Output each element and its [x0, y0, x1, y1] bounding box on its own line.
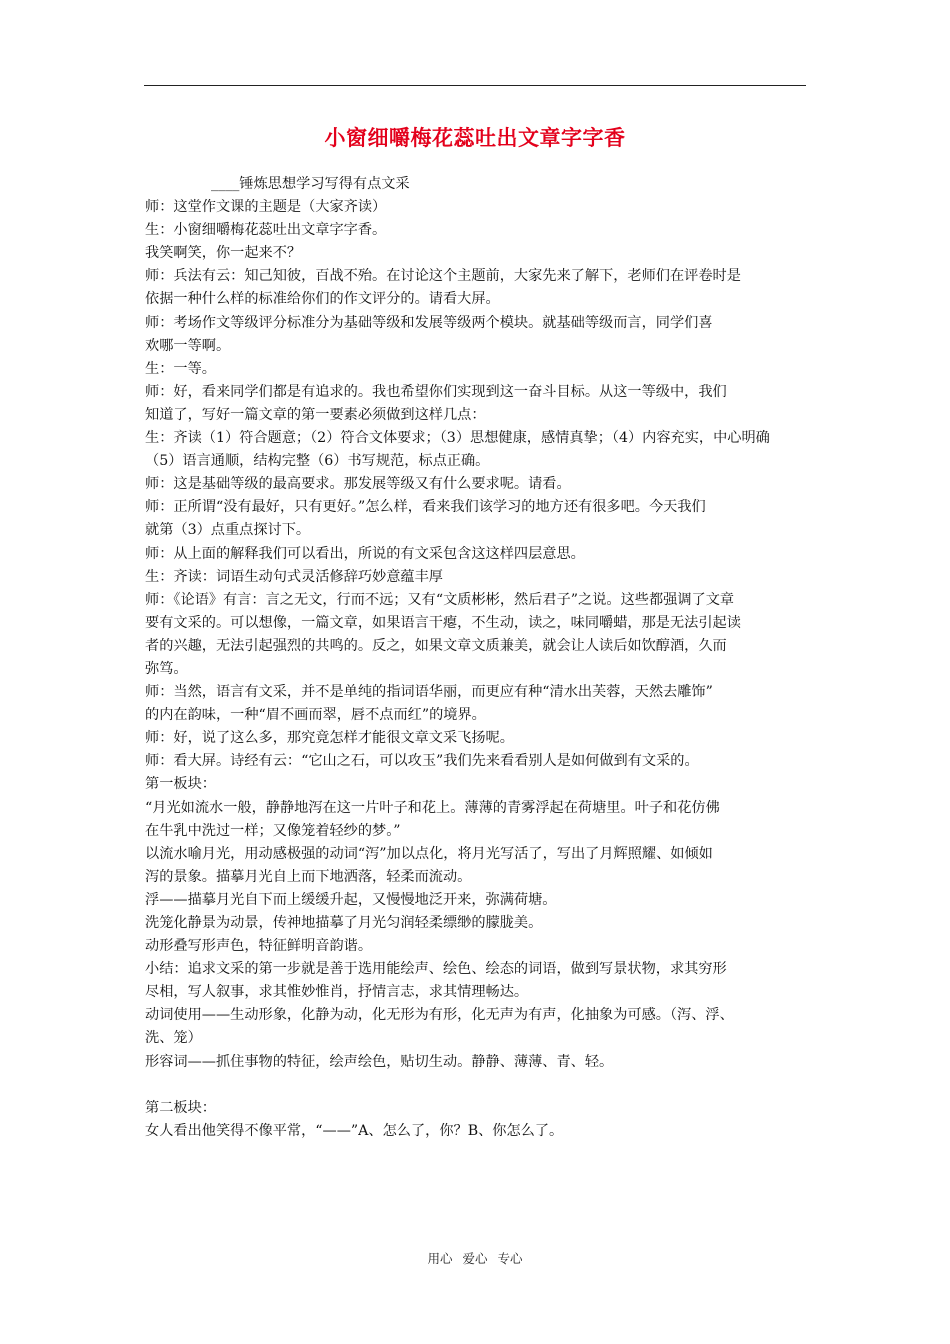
text-line: 动形叠写形声色，特征鲜明音韵谐。 — [145, 938, 373, 955]
text-line: 在牛乳中洗过一样；又像笼着轻纱的梦。” — [145, 822, 401, 839]
text-line: “月光如流水一般，静静地泻在这一片叶子和花上。薄薄的青雾浮起在荷塘里。叶子和花仿佛 — [145, 799, 720, 816]
text-line: 第二板块： — [145, 1099, 216, 1116]
text-line: 尽相，写人叙事，求其惟妙惟肖，抒情言志，求其情理畅达。 — [145, 984, 529, 1001]
text-line: 师：考场作文等级评分标准分为基础等级和发展等级两个模块。就基础等级而言，同学们喜 — [145, 314, 713, 331]
text-line: 者的兴趣，无法引起强烈的共鸣的。反之，如果文章文质兼美，就会让人读后如饮醇酒，久而 — [145, 637, 727, 654]
text-line: 师：好，说了这么多，那究竟怎样才能很文章文采飞扬呢。 — [145, 730, 514, 747]
text-line: 小结：追求文采的第一步就是善于选用能绘声、绘色、绘态的词语，做到写景状物，求其穷形 — [145, 961, 727, 978]
text-line: 师：这是基础等级的最高要求。那发展等级又有什么要求呢。请看。 — [145, 476, 571, 493]
document-title: 小窗细嚼梅花蕊吐出文章字字香 — [324, 125, 626, 150]
document-subtitle: ____锤炼思想学习写得有点文采 — [211, 176, 410, 192]
text-line: 生：小窗细嚼梅花蕊吐出文章字字香。 — [145, 222, 387, 239]
text-line: 第一板块： — [145, 776, 216, 793]
header-rule — [144, 85, 806, 86]
text-line: 洗笼化静景为动景，传神地描摹了月光匀润轻柔缥缈的朦胧美。 — [145, 915, 543, 931]
text-line — [145, 1074, 807, 1097]
text-line: 浮——描摹月光自下而上缓缓升起，又慢慢地泛开来，弥满荷塘。 — [145, 891, 557, 908]
text-line: 我笑啊笑，你一起来不？ — [145, 245, 302, 262]
text-line: 女人看出他笑得不像平常，“——”A、怎么了，你？B、你怎么了。 — [145, 1122, 564, 1139]
text-line: 的内在韵味，一种“眉不画而翠，唇不点而红”的境界。 — [145, 707, 486, 724]
text-line: 师：这堂作文课的主题是（大家齐读） — [145, 199, 387, 216]
text-line: （5）语言通顺，结构完整（6）书写规范，标点正确。 — [145, 453, 490, 470]
document-body — [145, 173, 807, 1143]
text-line: 洗、笼） — [145, 1030, 202, 1047]
text-line: 弥笃。 — [145, 660, 188, 677]
text-line: 师：从上面的解释我们可以看出，所说的有文采包含这这样四层意思。 — [145, 545, 585, 562]
text-line: 生：齐读：词语生动句式灵活修辞巧妙意蕴丰厚 — [145, 568, 443, 585]
text-line: 生：一等。 — [145, 360, 216, 377]
page-footer: 用心 爱心 专心 — [427, 1251, 523, 1266]
text-line: 动词使用——生动形象，化静为动，化无形为有形，化无声为有声，化抽象为可感。（泻、浮、 — [145, 1007, 734, 1024]
text-line: 师：正所谓“没有最好，只有更好。”怎么样，看来我们该学习的地方还有很多吧。今天我们 — [145, 499, 706, 516]
text-line: 师：《论语》有言：言之无文，行而不远；又有“文质彬彬，然后君子”之说。这些都强调了文章 — [145, 591, 735, 608]
body-lines — [145, 196, 807, 1143]
text-line: 生：齐读（1）符合题意；（2）符合文体要求；（3）思想健康，感情真挚；（4）内容充实，中心明确 — [145, 430, 770, 447]
text-line: 要有文采的。可以想像，一篇文章，如果语言干瘪，不生动，读之，味同嚼蜡，那是无法引起读 — [145, 614, 741, 631]
text-line: 师：看大屏。诗经有云：“它山之石，可以攻玉”我们先来看看别人是如何做到有文采的。 — [145, 753, 699, 770]
text-line: 师：兵法有云：知己知彼，百战不殆。在讨论这个主题前，大家先来了解下，老师们在评卷时是 — [145, 268, 741, 285]
text-line: 欢哪一等啊。 — [145, 337, 231, 354]
text-line: 形容词——抓住事物的特征，绘声绘色，贴切生动。静静、薄薄、青、轻。 — [145, 1053, 614, 1070]
text-line: 泻的景象。描摹月光自上而下地洒落，轻柔而流动。 — [145, 868, 472, 885]
text-line: 就第（3）点重点探讨下。 — [145, 522, 311, 539]
text-line: 依据一种什么样的标准给你们的作文评分的。请看大屏。 — [145, 291, 500, 308]
text-line: 师：好，看来同学们都是有追求的。我也希望你们实现到这一奋斗目标。从这一等级中，我们 — [145, 383, 727, 400]
text-line: 以流水喻月光，用动感极强的动词“泻”加以点化，将月光写活了，写出了月辉照耀、如倾如 — [145, 845, 713, 862]
text-line: 师：当然，语言有文采，并不是单纯的指词语华丽，而更应有种“清水出芙蓉，天然去雕饰” — [145, 684, 713, 701]
text-line: 知道了，写好一篇文章的第一要素必须做到这样几点： — [145, 406, 486, 423]
